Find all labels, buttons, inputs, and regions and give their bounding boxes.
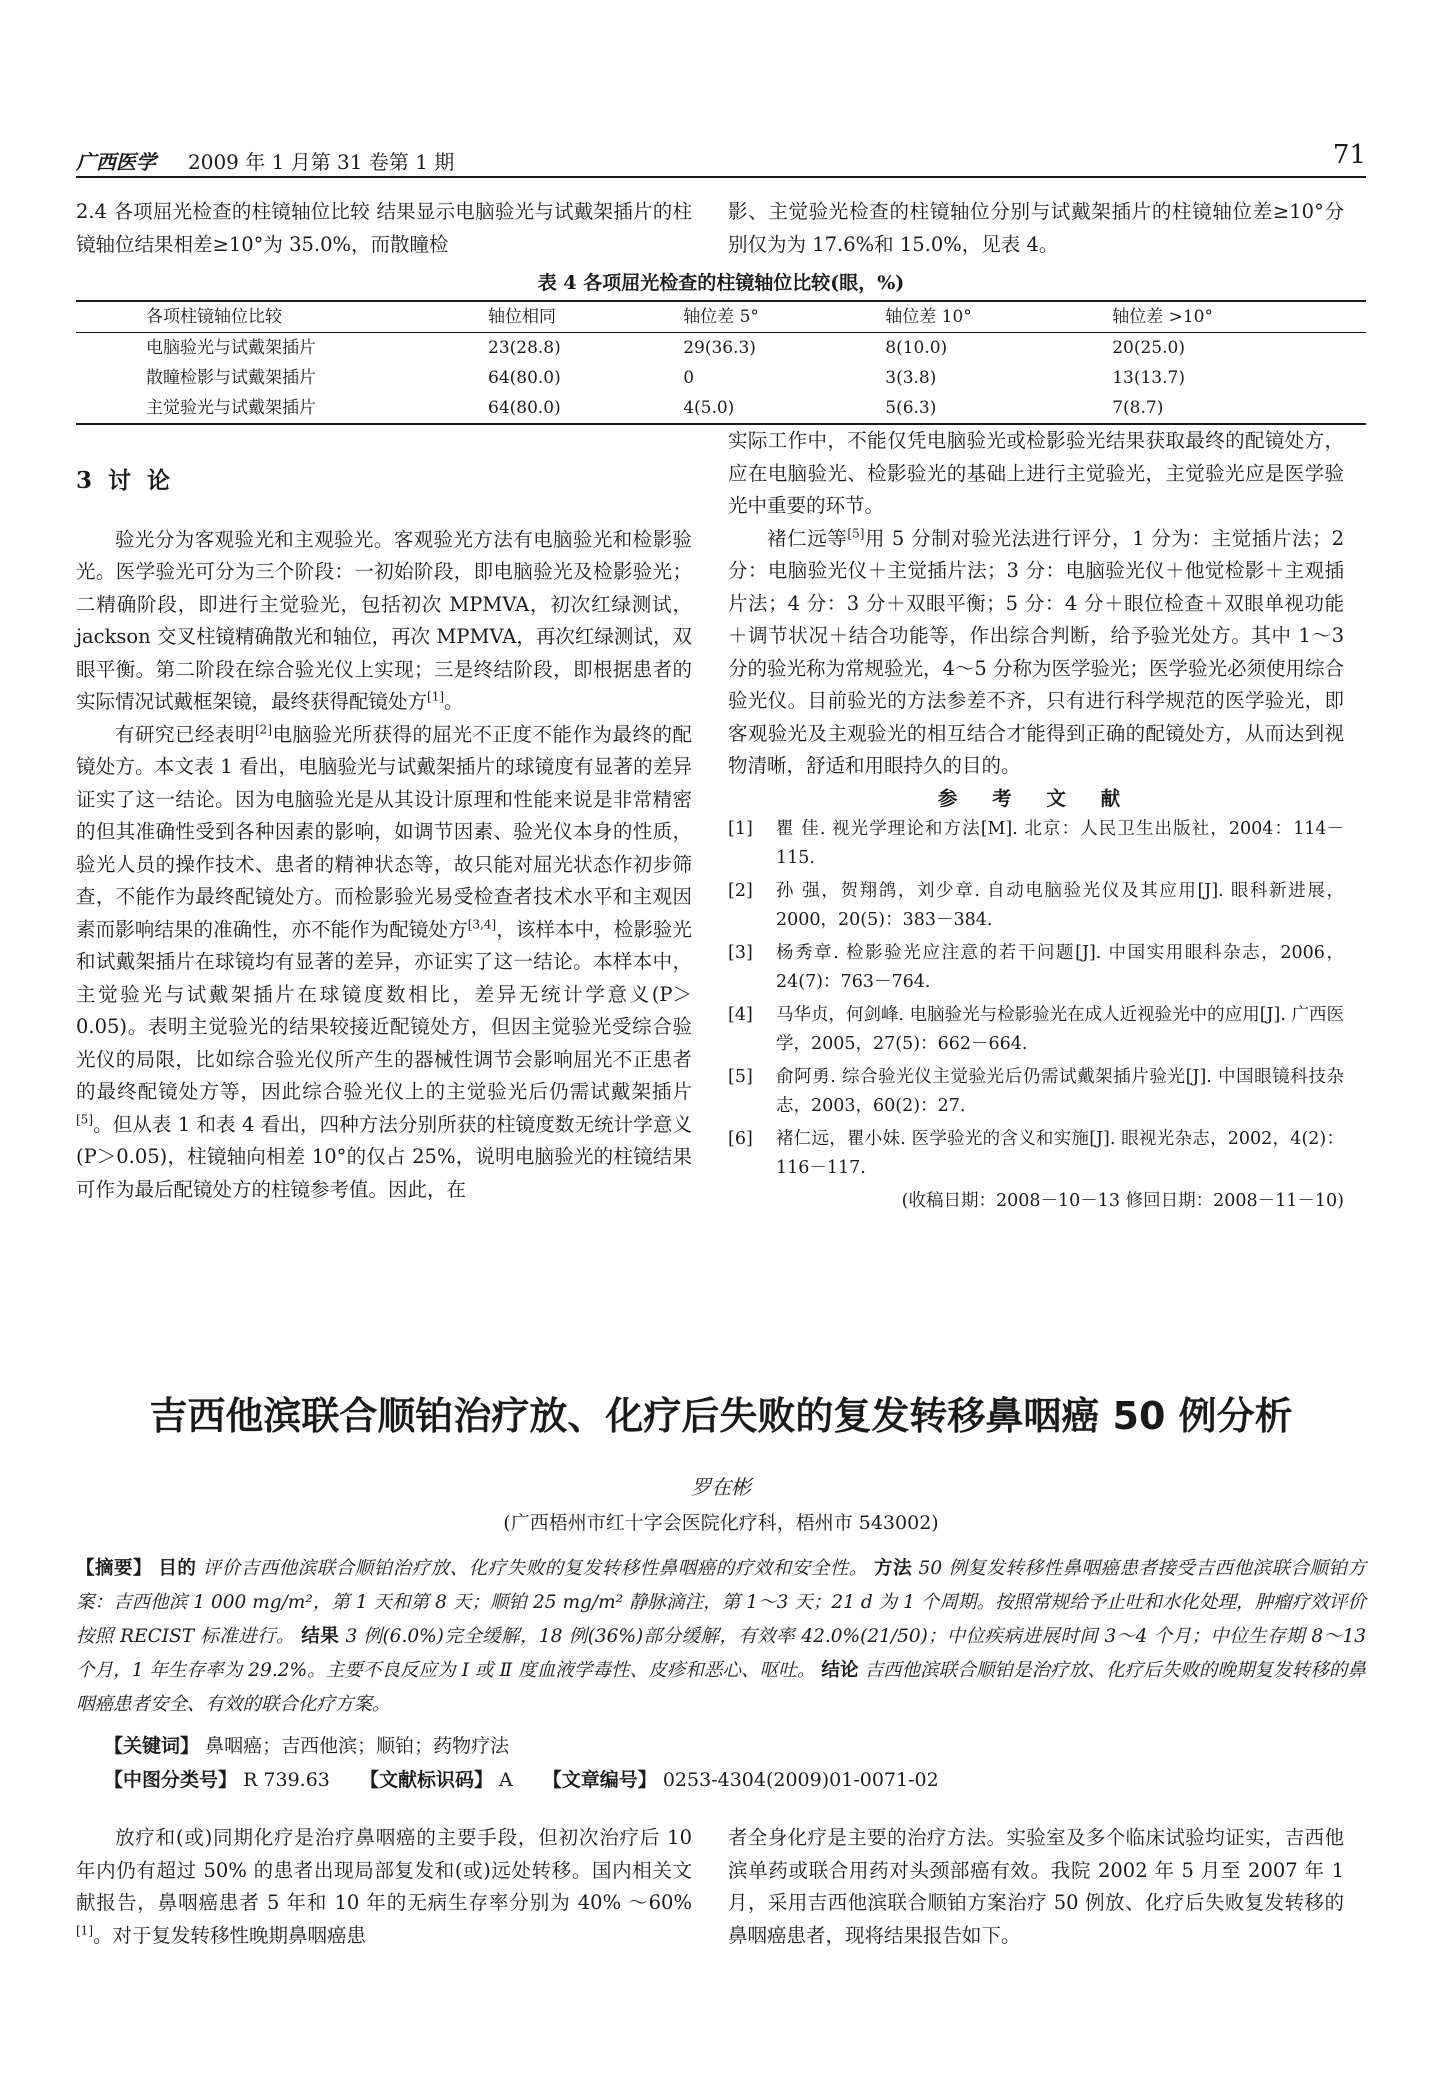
intro-column-right (728, 1822, 1344, 1952)
citation: [5] (76, 1112, 93, 1126)
table-row (76, 393, 1366, 424)
result-label: 结果 (301, 1626, 340, 1647)
citation: [1] (427, 689, 445, 704)
doc-label: 【文献标识码】 (359, 1769, 493, 1791)
conclusion-label: 结论 (821, 1660, 859, 1681)
section-heading: 3 讨 论 (76, 467, 175, 494)
running-head (76, 140, 1366, 178)
article-no-label: 【文章编号】 (542, 1769, 657, 1791)
purpose-text: 评价吉西他滨联合顺铂治疗放、化疗失败的复发转移性鼻咽癌的疗效和安全性。 (202, 1558, 868, 1579)
table-cell: 0 (683, 368, 695, 388)
citation: [3,4] (467, 917, 497, 931)
journal-name: 广西医学 (76, 150, 156, 174)
discussion-paragraph: 褚仁远等[5]用 5 分制对验光法进行评分，1 分为：主觉插片法；2 分：电脑验光仪＋主觉插片法；3 分：电脑验光仪＋他觉检影＋主观插片法；4 分：3 分＋双眼平衡；5 分：4 分＋眼位检查＋双眼单视功能＋调节状况＋结合功能等，作出综合判断，给予验光处方。其中 1～3 分的验光称为常规验光，4～5 分称为医学验光；医学验光必须使用综合验光仪。目前验光的方法参差不齐，只有进行科学规范的医学验光，即客观验光及主观验光的相互结合才能得到正确的配镜处方，从而达到视物清晰，舒适和用眼持久的目的。 (728, 526, 1345, 777)
page-number: 71 (1332, 140, 1366, 170)
discussion-paragraph: 有研究已经表明[2]电脑验光所获得的屈光不正度不能作为最终的配镜处方。本文表 1 看出，电脑验光与试戴架插片的球镜度有显著的差异证实了这一结论。因为电脑验光是从其设计原理和性能来说是非常精密的但其准确性受到各种因素的影响，如调节因素、验光仪本身的性质，验光人员的操作技术、患者的精神状态等，故只能对屈光状态作初步筛查，不能作为最终配镜处方。而检影验光易受检查者技术水平和主观因素而影响结果的准确性，亦不能作为配镜处方[3,4]，该样本中，检影验光和试戴架插片在球镜均有显著的差异，亦证实了这一结论。本样本中，主觉验光与试戴架插片在球镜度数相比，差异无统计学意义(P＞0.05)。表明主觉验光的结果较接近配镜处方，但因主觉验光受综合验光仪的局限，比如综合验光仪所产生的器械性调节会影响屈光不正患者的最终配镜处方等，因此综合验光仪上的主觉验光后仍需试戴架插片[5]。但从表 1 和表 4 看出，四种方法分别所获的柱镜度数无统计学意义(P＞0.05)，柱镜轴向相差 10°的仅占 25%，说明电脑验光的柱镜结果可作为最后配镜处方的柱镜参考值。因此，在 (76, 722, 692, 1201)
intro-column-left (76, 1822, 692, 1952)
table-header-cell: 轴位差 >10° (1112, 307, 1213, 327)
table-cell: 8(10.0) (885, 338, 948, 358)
result-text: 3 例(6.0%)完全缓解，18 例(36%)部分缓解，有效率 42.0%(21/50)；中位疾病进展时间 3～4 个月；中位生存期 8～13 个月，1 年生存率为 29.2%。主要不良反应为 Ⅰ 或 Ⅱ 度血液学毒性、皮疹和恶心、呕吐。 (76, 1626, 1367, 1681)
method-text: 50 例复发转移性鼻咽癌患者接受吉西他滨联合顺铂方案：吉西他滨 1 000 mg/m²，第 1 天和第 8 天；顺铂 25 mg/m² 静脉滴注，第 1～3 天；21 d 为 1 个周期。按照常规给予止吐和水化处理，肿瘤疗效评价按照 RECIST 标准进行。 (76, 1558, 1366, 1647)
table-cell: 散瞳检影与试戴架插片 (146, 368, 316, 388)
table-cell: 64(80.0) (488, 368, 561, 388)
table-cell: 64(80.0) (488, 398, 561, 418)
abstract-label: 【摘要】 (76, 1558, 152, 1579)
reference-item: [1] 瞿 佳. 视光学理论和方法[M]. 北京：人民卫生出版社，2004：114－115. (728, 819, 1344, 868)
results-paragraph-right (728, 196, 1344, 261)
axis-comparison-table (76, 300, 1366, 425)
intro-paragraph: 放疗和(或)同期化疗是治疗鼻咽癌的主要手段，但初次治疗后 10 年内仍有超过 50% 的患者出现局部复发和(或)远处转移。国内相关文献报告，鼻咽癌患者 5 年和 10 年的无病生存率分别为 40% ～60%[1]。对于复发转移性晚期鼻咽癌患 (76, 1826, 692, 1947)
reference-item: [2] 孙 强，贺翔鸽，刘少章. 自动电脑验光仪及其应用[J]. 眼科新进展，2000，20(5)：383－384. (728, 881, 1344, 930)
citation: [1] (76, 1923, 93, 1937)
clc-label: 【中图分类号】 (104, 1769, 238, 1791)
references-heading: 参 考 文 献 (937, 786, 1135, 810)
results-text-continued: 影、主觉验光检查的柱镜轴位分别与试戴架插片的柱镜轴位差≥10°分别仅为为 17.6%和 15.0%，见表 4。 (728, 200, 1344, 256)
author-affiliation: (广西梧州市红十字会医院化疗科，梧州市 543002) (503, 1512, 939, 1534)
table-cell: 主觉验光与试戴架插片 (146, 398, 316, 418)
method-label: 方法 (874, 1558, 913, 1579)
doc-value: A (499, 1769, 513, 1791)
table-cell: 5(6.3) (885, 398, 937, 418)
clc-value: R 739.63 (243, 1769, 330, 1791)
reference-item: [5] 俞阿勇. 综合验光仪主觉验光后仍需试戴架插片验光[J]. 中国眼镜科技杂志，2003，60(2)：27. (728, 1067, 1344, 1116)
conclusion-text: 吉西他滨联合顺铂是治疗放、化疗后失败的晚期复发转移的鼻咽癌患者安全、有效的联合化疗方案。 (76, 1660, 1366, 1715)
table-cell: 29(36.3) (683, 338, 756, 358)
keywords-text: 鼻咽癌；吉西他滨；顺铂；药物疗法 (205, 1735, 510, 1757)
issue-info: 2009 年 1 月第 31 卷第 1 期 (188, 150, 455, 174)
discussion-column-right (728, 425, 1344, 1216)
keywords-label: 【关键词】 (104, 1735, 200, 1757)
table-row (76, 363, 1366, 393)
table-header-cell: 各项柱镜轴位比较 (146, 307, 282, 327)
received-dates: (收稿日期：2008－10－13 修回日期：2008－11－10) (901, 1191, 1344, 1211)
keywords (104, 1730, 1364, 1762)
table-cell: 20(25.0) (1112, 338, 1185, 358)
discussion-paragraph: 验光分为客观验光和主观验光。客观验光方法有电脑验光和检影验光。医学验光可分为三个阶段：一初始阶段，即电脑验光及检影验光；二精确阶段，即进行主觉验光，包括初次 MPMVA，初次红绿测试，jackson 交叉柱镜精确散光和轴位，再次 MPMVA，再次红绿测试，双眼平衡。第二阶段在综合验光仪上实现；三是终结阶段，即根据患者的实际情况试戴框架镜，最终获得配镜处方[1]。 (76, 527, 692, 713)
abstract (76, 1552, 1366, 1722)
table-header-cell: 轴位差 10° (885, 307, 972, 327)
discussion-column (76, 465, 692, 1206)
table-cell: 13(13.7) (1112, 368, 1185, 388)
table-cell: 23(28.8) (488, 338, 561, 358)
article-no-value: 0253-4304(2009)01-0071-02 (662, 1769, 939, 1791)
table-header-cell: 轴位差 5° (683, 307, 759, 327)
reference-list (728, 815, 1344, 1183)
classification-line (104, 1764, 1364, 1796)
reference-item: [4] 马华贞，何剑峰. 电脑验光与检影验光在成人近视验光中的应用[J]. 广西医学，2005，27(5)：662－664. (728, 1005, 1344, 1054)
table-cell: 7(8.7) (1112, 398, 1164, 418)
intro-paragraph: 者全身化疗是主要的治疗方法。实验室及多个临床试验均证实，吉西他滨单药或联合用药对头颈部癌有效。我院 2002 年 5 月至 2007 年 1 月，采用吉西他滨联合顺铂方案治疗 50 例放、化疗后失败复发转移的鼻咽癌患者，现将结果报告如下。 (728, 1826, 1344, 1947)
article-title: 吉西他滨联合顺铂治疗放、化疗后失败的复发转移鼻咽癌 50 例分析 (149, 1394, 1293, 1438)
table-header-row (76, 301, 1366, 333)
table-header-cell: 轴位相同 (488, 307, 556, 327)
citation: [2] (255, 722, 272, 736)
reference-item: [3] 杨秀章. 检影验光应注意的若干问题[J]. 中国实用眼科杂志，2006，24(7)：763－764. (728, 943, 1344, 992)
table-cell: 3(3.8) (885, 368, 937, 388)
table-row (76, 333, 1366, 364)
results-paragraph-left (76, 196, 692, 261)
reference-item: [6] 褚仁远，瞿小妹. 医学验光的含义和实施[J]. 眼视光杂志，2002，4(2)：116－117. (728, 1129, 1344, 1178)
discussion-paragraph: 实际工作中，不能仅凭电脑验光或检影验光结果获取最终的配镜处方，应在电脑验光、检影验光的基础上进行主觉验光，主觉验光应是医学验光中重要的环节。 (728, 429, 1344, 517)
results-text: 2.4 各项屈光检查的柱镜轴位比较 结果显示电脑验光与试戴架插片的柱镜轴位结果相差≥10°为 35.0%，而散瞳检 (76, 200, 692, 256)
table-cell: 4(5.0) (683, 398, 735, 418)
purpose-label: 目的 (158, 1558, 197, 1579)
author-name: 罗在彬 (691, 1475, 751, 1499)
table-caption: 表 4 各项屈光检查的柱镜轴位比较(眼，%) (537, 272, 905, 294)
table-cell: 电脑验光与试戴架插片 (146, 338, 316, 358)
citation: [5] (847, 526, 865, 540)
